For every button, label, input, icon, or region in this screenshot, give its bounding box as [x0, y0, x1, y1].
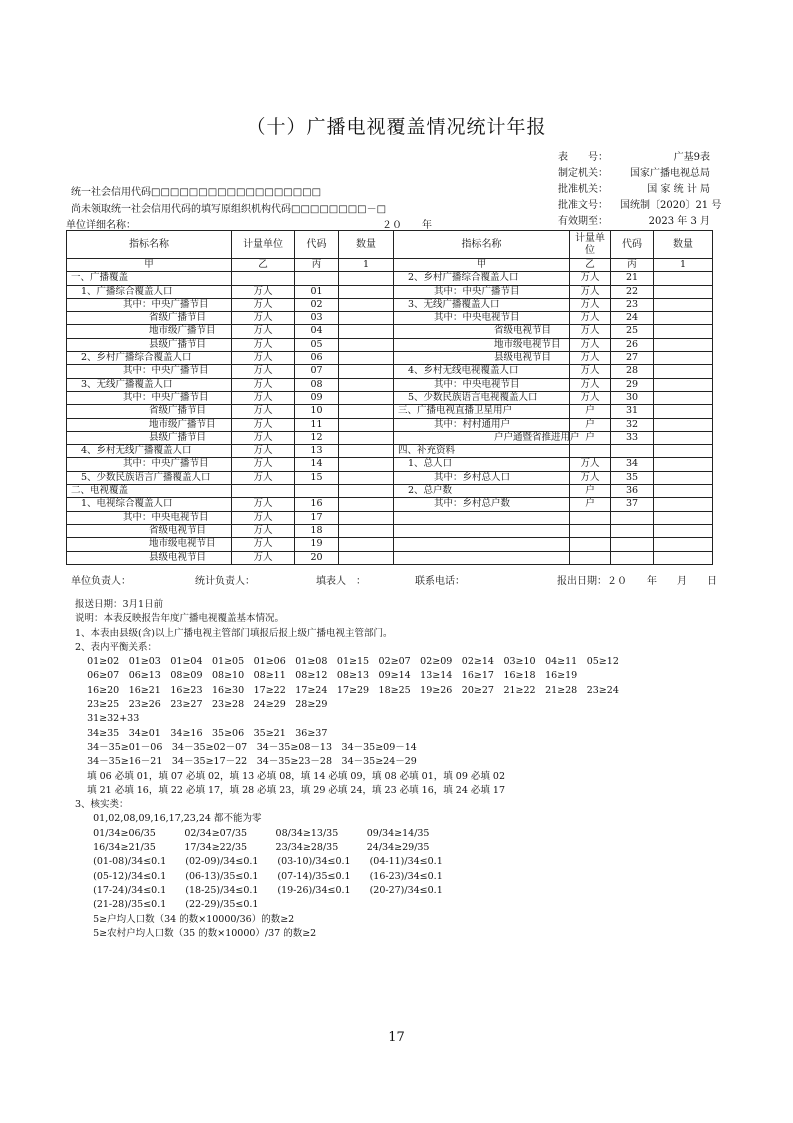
table-row	[67, 485, 713, 498]
row-unit-left: 万人	[232, 511, 295, 524]
meta-key-issuer: 制定机关：	[558, 168, 608, 179]
subheader-code-left: 丙	[295, 259, 339, 272]
row-unit-left: 万人	[232, 365, 295, 378]
row-code-right: 28	[611, 365, 654, 378]
row-code-right: 34	[611, 458, 654, 471]
table-row	[67, 325, 713, 338]
row-indicator-right: 1、总人口	[394, 458, 570, 471]
row-qty-input-left[interactable]	[339, 431, 394, 444]
table-row	[67, 312, 713, 325]
row-indicator-left: 地市级电视节目	[67, 538, 232, 551]
row-unit-left: 万人	[232, 298, 295, 311]
row-indicator-right	[394, 511, 570, 524]
row-unit-right: 万人	[570, 298, 611, 311]
table-row	[67, 471, 713, 484]
row-unit-left: 万人	[232, 285, 295, 298]
row-code-right: 36	[611, 485, 654, 498]
subheader-qty-left: 1	[339, 259, 394, 272]
note-line: 23≥25 23≥26 23≥27 23≥28 24≥29 28≥29	[75, 699, 328, 711]
subheader-code-right: 丙	[611, 259, 654, 272]
row-qty-input-left[interactable]	[339, 378, 394, 391]
meta-key-approver: 批准机关：	[558, 184, 608, 195]
table-row	[67, 352, 713, 365]
row-indicator-left: 4、乡村无线广播覆盖人口	[67, 445, 232, 458]
row-unit-right: 万人	[570, 352, 611, 365]
note-line: 1、本表由县级(含)以上广播电视主管部门填报后报上级广播电视主管部门。	[75, 627, 393, 639]
row-unit-left: 万人	[232, 445, 295, 458]
row-qty-input-right[interactable]	[654, 538, 713, 551]
row-qty-input-right[interactable]	[654, 365, 713, 378]
subheader-name-left: 甲	[67, 259, 232, 272]
row-indicator-left: 3、无线广播覆盖人口	[67, 378, 232, 391]
row-indicator-left: 省级广播节目	[67, 405, 232, 418]
meta-value-approval-no: 国统制〔2020〕21 号	[620, 200, 722, 211]
row-unit-right: 户	[570, 431, 611, 444]
row-unit-right: 万人	[570, 391, 611, 404]
note-line: 01/34≥06/35 02/34≥07/35 08/34≥13/35 09/34≥14/35	[75, 827, 430, 839]
meta-key-approval-no: 批准文号：	[558, 200, 608, 211]
row-indicator-left: 其中：中央广播节目	[67, 391, 232, 404]
table-row	[67, 378, 713, 391]
row-qty-input-left[interactable]	[339, 524, 394, 537]
note-line: 06≥07 06≥13 08≥09 08≥10 08≥11 08≥12 08≥13 09≥14 13≥14 16≥17 16≥18 16≥19	[75, 670, 578, 682]
row-indicator-left: 省级电视节目	[67, 524, 232, 537]
table-row	[67, 498, 713, 511]
row-qty-input-left[interactable]	[339, 338, 394, 351]
row-indicator-right: 其中：中央电视节目	[394, 378, 570, 391]
report-date-label: 报出日期：２０ 年 月 日	[557, 576, 717, 587]
row-code-left: 20	[295, 551, 339, 564]
row-qty-input-right[interactable]	[654, 298, 713, 311]
row-indicator-right: 四、补充资料	[394, 445, 570, 458]
table-row	[67, 365, 713, 378]
row-unit-left: 万人	[232, 325, 295, 338]
table-row	[67, 538, 713, 551]
table-row	[67, 418, 713, 431]
row-qty-input-right[interactable]	[654, 285, 713, 298]
header-qty-right: 数量	[654, 231, 713, 259]
row-unit-right: 万人	[570, 458, 611, 471]
row-code-left: 09	[295, 391, 339, 404]
table-row	[67, 458, 713, 471]
header-name-left: 指标名称	[67, 231, 232, 259]
table-row	[67, 272, 713, 285]
stat-head-label: 统计负责人：	[195, 576, 255, 587]
row-qty-input-right[interactable]	[654, 485, 713, 498]
row-indicator-right: 5、少数民族语言电视覆盖人口	[394, 391, 570, 404]
row-code-right: 31	[611, 405, 654, 418]
row-code-right: 21	[611, 272, 654, 285]
row-unit-left: 万人	[232, 352, 295, 365]
table-row	[67, 524, 713, 537]
row-code-right: 33	[611, 431, 654, 444]
credit-code-field[interactable]: 统一社会信用代码□□□□□□□□□□□□□□□□□□	[71, 187, 322, 198]
meta-key-form-number: 表 号：	[558, 152, 608, 163]
table-row	[67, 285, 713, 298]
row-unit-left	[232, 485, 295, 498]
row-indicator-right: 其中：中央广播节目	[394, 285, 570, 298]
row-unit-left	[232, 272, 295, 285]
row-unit-right	[570, 524, 611, 537]
row-qty-input-right[interactable]	[654, 511, 713, 524]
row-code-left: 03	[295, 312, 339, 325]
row-qty-input-left[interactable]	[339, 298, 394, 311]
org-code-field[interactable]: 尚未领取统一社会信用代码的填写原组织机构代码□□□□□□□□－□	[71, 204, 387, 215]
header-name-right: 指标名称	[394, 231, 570, 259]
row-indicator-right: 其中：村村通用户	[394, 418, 570, 431]
header-unit-left: 计量单位	[232, 231, 295, 259]
row-indicator-left: 1、广播综合覆盖人口	[67, 285, 232, 298]
subheader-unit-left: 乙	[232, 259, 295, 272]
row-code-left: 17	[295, 511, 339, 524]
row-unit-right	[570, 551, 611, 564]
row-indicator-right: 县级电视节目	[394, 352, 570, 365]
note-line: 34－35≥16－21 34－35≥17－22 34－35≥23－28 34－35≥24－29	[75, 756, 417, 768]
row-unit-left: 万人	[232, 378, 295, 391]
row-indicator-left: 一、广播覆盖	[67, 272, 232, 285]
row-unit-right: 万人	[570, 272, 611, 285]
note-line: (05-12)/34≤0.1 (06-13)/35≤0.1 (07-14)/35≤0.1 (16-23)/34≤0.1	[75, 870, 443, 882]
row-qty-input-right[interactable]	[654, 272, 713, 285]
row-code-right: 27	[611, 352, 654, 365]
row-unit-right: 户	[570, 418, 611, 431]
note-line: 说明：本表反映报告年度广播电视覆盖基本情况。	[75, 613, 285, 625]
row-qty-input-right[interactable]	[654, 458, 713, 471]
row-qty-input-right[interactable]	[654, 338, 713, 351]
row-unit-left: 万人	[232, 418, 295, 431]
row-qty-input-right[interactable]	[654, 325, 713, 338]
row-unit-right: 户	[570, 498, 611, 511]
row-code-left	[295, 272, 339, 285]
row-qty-input-left[interactable]	[339, 391, 394, 404]
row-code-left: 04	[295, 325, 339, 338]
row-code-right: 23	[611, 298, 654, 311]
row-qty-input-right[interactable]	[654, 352, 713, 365]
row-code-left: 08	[295, 378, 339, 391]
row-code-left: 18	[295, 524, 339, 537]
row-unit-right	[570, 511, 611, 524]
row-code-left: 05	[295, 338, 339, 351]
row-unit-left: 万人	[232, 524, 295, 537]
row-indicator-right: 其中：中央电视节目	[394, 312, 570, 325]
table-row	[67, 551, 713, 564]
subheader-qty-right: 1	[654, 259, 713, 272]
row-indicator-left: 其中：中央广播节目	[67, 298, 232, 311]
row-code-left: 12	[295, 431, 339, 444]
header-qty-left: 数量	[339, 231, 394, 259]
table-header-row	[67, 231, 713, 259]
row-indicator-left: 二、电视覆盖	[67, 485, 232, 498]
row-indicator-left: 地市级广播节目	[67, 325, 232, 338]
row-unit-right: 万人	[570, 312, 611, 325]
header-unit-right: 计量单位	[570, 231, 611, 259]
note-line: 5≥农村户均人口数（35 的数×10000）/37 的数≥2	[75, 927, 317, 939]
unit-name-label: 单位详细名称：	[66, 220, 136, 231]
row-code-left: 07	[295, 365, 339, 378]
row-indicator-right: 地市级电视节目	[394, 338, 570, 351]
meta-key-valid-until: 有效期至：	[558, 216, 608, 227]
row-indicator-right: 户户通暨省推进用户	[394, 431, 570, 444]
row-code-left: 19	[295, 538, 339, 551]
row-qty-input-left[interactable]	[339, 325, 394, 338]
table-row	[67, 298, 713, 311]
row-unit-right: 万人	[570, 285, 611, 298]
row-qty-input-left[interactable]	[339, 365, 394, 378]
row-qty-input-left[interactable]	[339, 538, 394, 551]
table-row	[67, 445, 713, 458]
header-code-right: 代码	[611, 231, 654, 259]
row-qty-input-right[interactable]	[654, 551, 713, 564]
note-line: 报送日期：3月1日前	[75, 599, 164, 610]
page-number: 17	[388, 1030, 405, 1045]
row-code-right: 26	[611, 338, 654, 351]
meta-value-valid-until: 2023 年 3 月	[648, 216, 710, 227]
filler-label: 填表人 ：	[316, 576, 366, 587]
row-unit-right: 户	[570, 405, 611, 418]
note-line: 5≥户均人口数（34 的数×10000/36）的数≥2	[75, 913, 295, 925]
note-line: 填 21 必填 16，填 22 必填 17，填 28 必填 23，填 29 必填 24，填 23 必填 16，填 24 必填 17	[75, 784, 505, 796]
row-qty-input-right[interactable]	[654, 378, 713, 391]
row-code-right	[611, 524, 654, 537]
row-qty-input-left[interactable]	[339, 272, 394, 285]
row-code-left: 06	[295, 352, 339, 365]
header-code-left: 代码	[295, 231, 339, 259]
row-unit-left: 万人	[232, 458, 295, 471]
row-qty-input-right[interactable]	[654, 405, 713, 418]
row-indicator-left: 地市级广播节目	[67, 418, 232, 431]
row-indicator-left: 2、乡村广播综合覆盖人口	[67, 352, 232, 365]
row-indicator-right: 3、无线广播覆盖人口	[394, 298, 570, 311]
row-qty-input-right[interactable]	[654, 471, 713, 484]
note-line: 01≥02 01≥03 01≥04 01≥05 01≥06 01≥08 01≥15 02≥07 02≥09 02≥14 03≥10 04≥11 05≥12	[75, 656, 619, 668]
row-code-right: 32	[611, 418, 654, 431]
row-indicator-right: 其中：乡村总人口	[394, 471, 570, 484]
table-row	[67, 405, 713, 418]
row-indicator-left: 其中：中央广播节目	[67, 458, 232, 471]
row-qty-input-left[interactable]	[339, 485, 394, 498]
row-code-right: 35	[611, 471, 654, 484]
row-unit-left: 万人	[232, 471, 295, 484]
row-indicator-left: 省级广播节目	[67, 312, 232, 325]
row-indicator-left: 县级广播节目	[67, 431, 232, 444]
row-unit-left: 万人	[232, 391, 295, 404]
note-line: (17-24)/34≤0.1 (18-25)/34≤0.1 (19-26)/34≤0.1 (20-27)/34≤0.1	[75, 884, 443, 896]
row-unit-right: 万人	[570, 325, 611, 338]
row-code-left	[295, 485, 339, 498]
row-code-right: 37	[611, 498, 654, 511]
table-row	[67, 391, 713, 404]
row-unit-left: 万人	[232, 551, 295, 564]
row-code-right: 25	[611, 325, 654, 338]
row-qty-input-left[interactable]	[339, 511, 394, 524]
row-code-right: 22	[611, 285, 654, 298]
row-indicator-right: 2、总户数	[394, 485, 570, 498]
row-indicator-right: 其中：乡村总户数	[394, 498, 570, 511]
row-unit-right: 万人	[570, 338, 611, 351]
row-indicator-left: 其中：中央广播节目	[67, 365, 232, 378]
report-year: ２０ 年	[382, 220, 432, 231]
row-qty-input-left[interactable]	[339, 445, 394, 458]
note-line: 01,02,08,09,16,17,23,24 都不能为零	[75, 813, 262, 825]
meta-value-issuer: 国家广播电视总局	[630, 168, 710, 179]
row-unit-left: 万人	[232, 405, 295, 418]
row-code-right	[611, 511, 654, 524]
row-code-right: 30	[611, 391, 654, 404]
row-unit-left: 万人	[232, 431, 295, 444]
table-row	[67, 431, 713, 444]
row-code-right	[611, 445, 654, 458]
subheader-name-right: 甲	[394, 259, 570, 272]
row-code-left: 02	[295, 298, 339, 311]
note-line: 16≥20 16≥21 16≥23 16≥30 17≥22 17≥24 17≥29 18≥25 19≥26 20≥27 21≥22 21≥28 23≥24	[75, 684, 619, 696]
row-indicator-left: 其中：中央电视节目	[67, 511, 232, 524]
row-code-left: 10	[295, 405, 339, 418]
row-indicator-right	[394, 524, 570, 537]
row-code-right: 29	[611, 378, 654, 391]
phone-label: 联系电话：	[415, 576, 465, 587]
row-qty-input-left[interactable]	[339, 471, 394, 484]
row-indicator-right	[394, 538, 570, 551]
row-qty-input-left[interactable]	[339, 312, 394, 325]
row-unit-right	[570, 445, 611, 458]
note-line: 填 06 必填 01，填 07 必填 02，填 13 必填 08，填 14 必填 09，填 08 必填 01，填 09 必填 02	[75, 770, 505, 782]
notes-section	[75, 598, 619, 941]
statistics-table	[66, 230, 713, 565]
note-line: 2、表内平衡关系：	[75, 641, 158, 653]
page-title: （十）广播电视覆盖情况统计年报	[246, 116, 547, 138]
row-indicator-left: 1、电视综合覆盖人口	[67, 498, 232, 511]
row-unit-left: 万人	[232, 498, 295, 511]
row-code-left: 16	[295, 498, 339, 511]
row-unit-left: 万人	[232, 312, 295, 325]
table-subheader-row	[67, 259, 713, 272]
row-indicator-left: 5、少数民族语言广播覆盖人口	[67, 471, 232, 484]
row-indicator-right: 三、广播电视直播卫星用户	[394, 405, 570, 418]
meta-value-approver: 国 家 统 计 局	[647, 184, 710, 195]
row-unit-left: 万人	[232, 538, 295, 551]
row-indicator-right: 4、乡村无线电视覆盖人口	[394, 365, 570, 378]
row-qty-input-left[interactable]	[339, 405, 394, 418]
note-line: 31≥32+33	[75, 713, 140, 725]
row-qty-input-left[interactable]	[339, 498, 394, 511]
row-code-left: 15	[295, 471, 339, 484]
row-qty-input-left[interactable]	[339, 285, 394, 298]
row-qty-input-right[interactable]	[654, 312, 713, 325]
note-line: 34≥35 34≥01 34≥16 35≥06 35≥21 36≥37	[75, 727, 328, 739]
row-unit-left: 万人	[232, 338, 295, 351]
row-unit-right	[570, 538, 611, 551]
row-unit-right: 万人	[570, 365, 611, 378]
row-qty-input-right[interactable]	[654, 445, 713, 458]
unit-head-label: 单位负责人：	[71, 576, 131, 587]
row-qty-input-right[interactable]	[654, 418, 713, 431]
row-qty-input-right[interactable]	[654, 524, 713, 537]
row-qty-input-left[interactable]	[339, 551, 394, 564]
subheader-unit-right: 乙	[570, 259, 611, 272]
table-row	[67, 338, 713, 351]
row-code-left: 01	[295, 285, 339, 298]
row-code-right	[611, 551, 654, 564]
row-unit-right: 万人	[570, 471, 611, 484]
note-line: (01-08)/34≤0.1 (02-09)/34≤0.1 (03-10)/34≤0.1 (04-11)/34≤0.1	[75, 856, 443, 868]
row-code-left: 13	[295, 445, 339, 458]
note-line: 3、核实类：	[75, 799, 129, 811]
row-qty-input-left[interactable]	[339, 418, 394, 431]
row-code-left: 11	[295, 418, 339, 431]
row-qty-input-right[interactable]	[654, 391, 713, 404]
row-unit-right: 万人	[570, 378, 611, 391]
meta-value-form-number: 广基9表	[673, 152, 710, 163]
table-row	[67, 511, 713, 524]
row-code-right: 24	[611, 312, 654, 325]
row-indicator-left: 县级电视节目	[67, 551, 232, 564]
row-indicator-right	[394, 551, 570, 564]
note-line: (21-28)/35≤0.1 (22-29)/35≤0.1	[75, 899, 259, 911]
row-indicator-left: 县级广播节目	[67, 338, 232, 351]
row-code-left: 14	[295, 458, 339, 471]
note-line: 16/34≥21/35 17/34≥22/35 23/34≥28/35 24/34≥29/35	[75, 842, 430, 854]
note-line: 34－35≥01－06 34－35≥02－07 34－35≥08－13 34－35≥09－14	[75, 741, 417, 753]
row-qty-input-left[interactable]	[339, 352, 394, 365]
row-qty-input-left[interactable]	[339, 458, 394, 471]
row-unit-right: 户	[570, 485, 611, 498]
row-code-right	[611, 538, 654, 551]
row-qty-input-right[interactable]	[654, 498, 713, 511]
row-qty-input-right[interactable]	[654, 431, 713, 444]
row-indicator-right: 2、乡村广播综合覆盖人口	[394, 272, 570, 285]
row-indicator-right: 省级电视节目	[394, 325, 570, 338]
